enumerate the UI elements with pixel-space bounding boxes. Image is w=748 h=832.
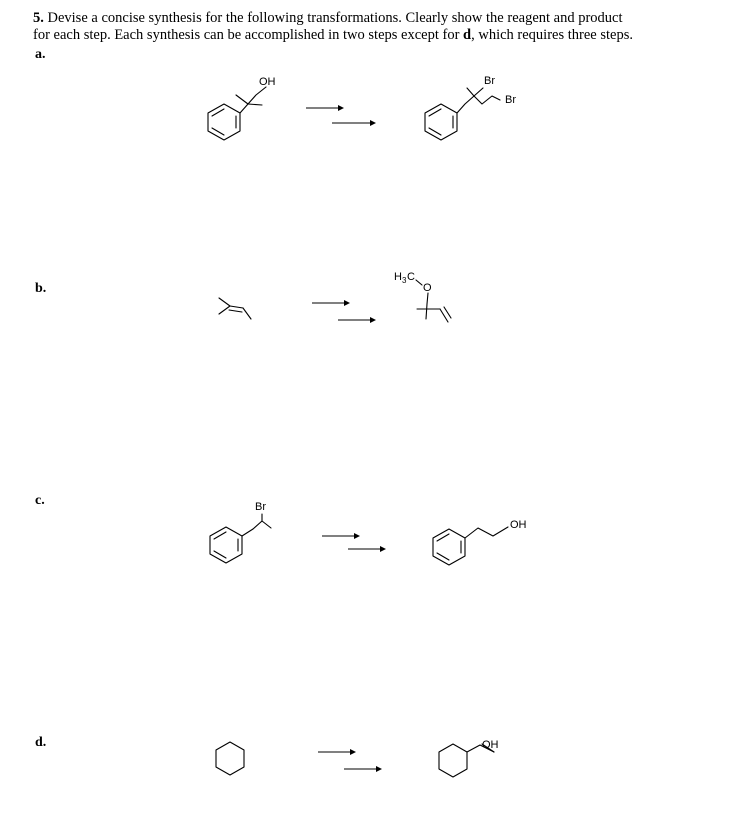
- part-d-label: d.: [35, 735, 47, 750]
- bromine-label: Br: [255, 501, 266, 513]
- hydroxyl-label: OH: [510, 519, 527, 531]
- part-b-product-molecule: [394, 271, 451, 322]
- cyclohexane-ring: [439, 744, 467, 777]
- question-line-1-text: Devise a concise synthesis for the following transformations. Clearly show the reagent and product: [47, 10, 623, 26]
- part-d-arrows: [318, 749, 382, 772]
- part-c-product-molecule: [433, 519, 527, 565]
- part-a-product-molecule: [425, 75, 516, 140]
- question-line-2-end: , which requires three steps.: [471, 27, 633, 43]
- part-c-start-molecule: [210, 501, 271, 563]
- part-b-start-molecule: [219, 298, 251, 319]
- hydroxyl-label: OH: [259, 76, 276, 88]
- part-b-label: b.: [35, 281, 47, 296]
- question-line-2-text: for each step. Each synthesis can be accomplished in two steps except for: [33, 27, 460, 43]
- bromine-label-2: Br: [505, 94, 516, 106]
- bromine-label-1: Br: [484, 75, 495, 87]
- question-number: 5.: [33, 10, 44, 26]
- methyl-c-label: C: [407, 271, 415, 283]
- methyl-h-label: H: [394, 271, 402, 283]
- part-d-product-molecule: [439, 739, 499, 777]
- part-a-arrows: [306, 105, 376, 126]
- part-d-start-molecule: [216, 742, 244, 775]
- cyclohexane-ring: [216, 742, 244, 775]
- hydroxyl-label: OH: [482, 739, 499, 751]
- part-a-label: a.: [35, 47, 46, 62]
- question-part-d-ref: d: [463, 27, 472, 43]
- methyl-subscript-label: 3: [402, 276, 407, 285]
- part-c-arrows: [322, 533, 386, 552]
- part-c-label: c.: [35, 493, 45, 508]
- part-a-start-molecule: [208, 76, 276, 140]
- part-b-arrows: [312, 300, 376, 323]
- oxygen-label: O: [423, 282, 432, 294]
